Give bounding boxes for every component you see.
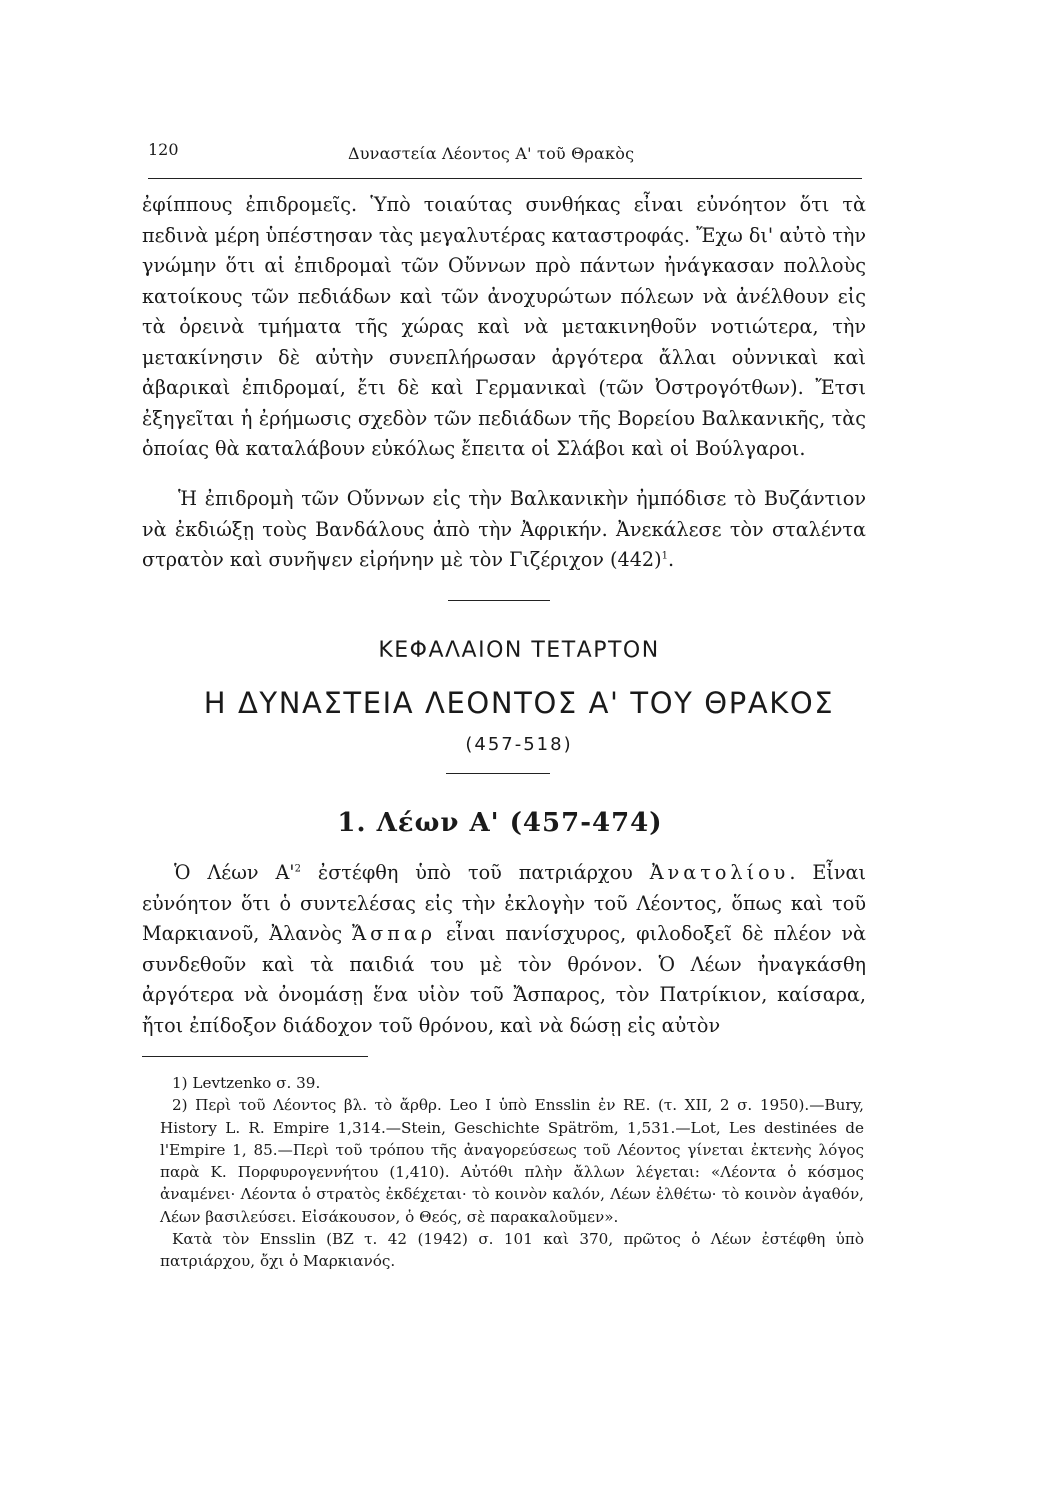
leo-text-4: εἶναι πανίσχυρος, φιλοδοξεῖ δὲ πλέον νὰ συνδεθοῦν καὶ τὰ παιδιά του μὲ τὸν θρόνον. Ὁ Λέων ἠναγκάσθη ἀργότερα νὰ ὀνομάσῃ ἕνα υἱὸν τοῦ Ἄσπαρος, τὸν Πατρίκιον, καίσαρα, ἤτοι ἐπίδοξον διάδοχον τοῦ θρόνου, καὶ νὰ δώσῃ εἰς αὐτὸν (142, 922, 866, 1037)
section-title: 1. Λέων Α' (457-474) (337, 808, 663, 838)
footnote-2: 2) Περὶ τοῦ Λέοντος βλ. τὸ ἄρθρ. Leo I ὑπὸ Ensslin ἐν RE. (τ. XII, 2 σ. 1950).—Bury, History L. R. Empire 1,314.—Stein, Geschichte Spätröm, 1,531.—Lot, Les destinées de l'Empire 1, 85.—Περὶ τοῦ τρόπου τῆς ἀναγορεύσεως τοῦ Λέοντος γίνεται ἐκτενὴς λόγος παρὰ Κ. Πορφυρογεννήτου (1,410). Αὐτόθι πλὴν ἄλλων λέγεται: «Λέοντα ὁ κόσμος ἀναμένει· Λέοντα ὁ στρατὸς ἐκδέχεται· τὸ κοινὸν καλόν, Λέων ἐλθέτω· τὸ κοινὸν ἀγαθόν, Λέων βασιλεύσει. Εἰσάκουσον, ὁ Θεός, σὲ παρακαλοῦμεν». (160, 1096, 864, 1226)
chapter-dates: (457-518) (465, 734, 573, 755)
huns-paragraph (142, 484, 866, 576)
chapter-separator-top (448, 600, 550, 601)
huns-text: Ἡ ἐπιδρομὴ τῶν Οὔννων εἰς τὴν Βαλκανικὴν ἠμπόδισε τὸ Βυζάντιον νὰ ἐκδιώξῃ τοὺς Βανδάλους ἀπὸ τὴν Ἀφρικήν. Ἀνεκάλεσε τὸν σταλέντα στρατὸν καὶ συνῆψεν εἰρήνην μὲ τὸν Γιζέριχον (442) (142, 487, 866, 571)
footnote-rule (142, 1056, 368, 1057)
huns-text-end: . (667, 548, 675, 571)
footnote-1: 1) Levtzenko σ. 39. (172, 1074, 321, 1092)
leo-paragraph-text (142, 858, 866, 1041)
footnote-ref-2: 2 (294, 863, 301, 875)
footnote-2-continuation: Κατὰ τὸν Ensslin (BZ τ. 42 (1942) σ. 101 καὶ 370, πρῶτος ὁ Λέων ἐστέφθη ὑπὸ πατριάρχου, ὄχι ὁ Μαρκιανός. (160, 1230, 864, 1271)
chapter-title: Η ΔΥΝΑΣΤΕΙΑ ΛΕΟΝΤΟΣ Α' ΤΟΥ ΘΡΑΚΟΣ (203, 686, 835, 720)
leo-paragraph (142, 858, 866, 1041)
running-head: Δυναστεία Λέοντος Α' τοῦ Θρακὸς (348, 144, 635, 163)
page-number: 120 (148, 140, 179, 159)
leo-text-2: ἐστέφθη ὑπὸ τοῦ πατριάρχου (300, 861, 650, 884)
anatolios-name: Ἀνατολίου (649, 861, 790, 884)
leo-text-3: . Εἶναι εὐνόητον ὅτι ὁ συντελέσας εἰς τὴν ἐκλογὴν τοῦ Λέοντος, ὅπως καὶ τοῦ Μαρκιανοῦ, Ἀλανὸς (142, 861, 867, 945)
footnotes (160, 1072, 864, 1273)
leo-text-1: Ὁ Λέων Α' (174, 861, 295, 884)
huns-paragraph-text (142, 484, 866, 576)
chapter-label: ΚΕΦΑΛΑΙΟΝ ΤΕΤΑΡΤΟΝ (378, 638, 660, 663)
page-header (148, 138, 862, 174)
aspar-name: Ἄσπαρ (352, 922, 437, 945)
chapter-separator-bottom (446, 773, 550, 774)
intro-paragraph (142, 190, 866, 465)
header-rule (148, 178, 862, 179)
intro-paragraph-text: ἐφίππους ἐπιδρομεῖς. Ὑπὸ τοιαύτας συνθήκας εἶναι εὐνόητον ὅτι τὰ πεδινὰ μέρη ὑπέστησαν τὰς μεγαλυτέρας καταστροφάς. Ἔχω δι' αὐτὸ τὴν γνώμην ὅτι αἱ ἐπιδρομαὶ τῶν Οὔννων πρὸ πάντων ἠνάγκασαν πολλοὺς κατοίκους τῶν πεδιάδων καὶ τῶν ἀνοχυρώτων πόλεων νὰ ἀνέλθουν εἰς τὰ ὀρεινὰ τμήματα τῆς χώρας καὶ νὰ μετακινηθοῦν νοτιώτερα, τὴν μετακίνησιν δὲ αὐτὴν συνεπλήρωσαν ἀργότερα ἄλλαι οὐννικαὶ καὶ ἀβαρικαὶ ἐπιδρομαί, ἔτι δὲ καὶ Γερμανικαὶ (τῶν Ὀστρογότθων). Ἔτσι ἐξηγεῖται ἡ ἐρήμωσις σχεδὸν τῶν πεδιάδων τῆς Βορείου Βαλκανικῆς, τὰς ὁποίας θὰ καταλάβουν εὐκόλως ἔπειτα οἱ Σλάβοι καὶ οἱ Βούλγαροι. (142, 193, 866, 460)
footnote-ref-1: 1 (661, 550, 668, 562)
